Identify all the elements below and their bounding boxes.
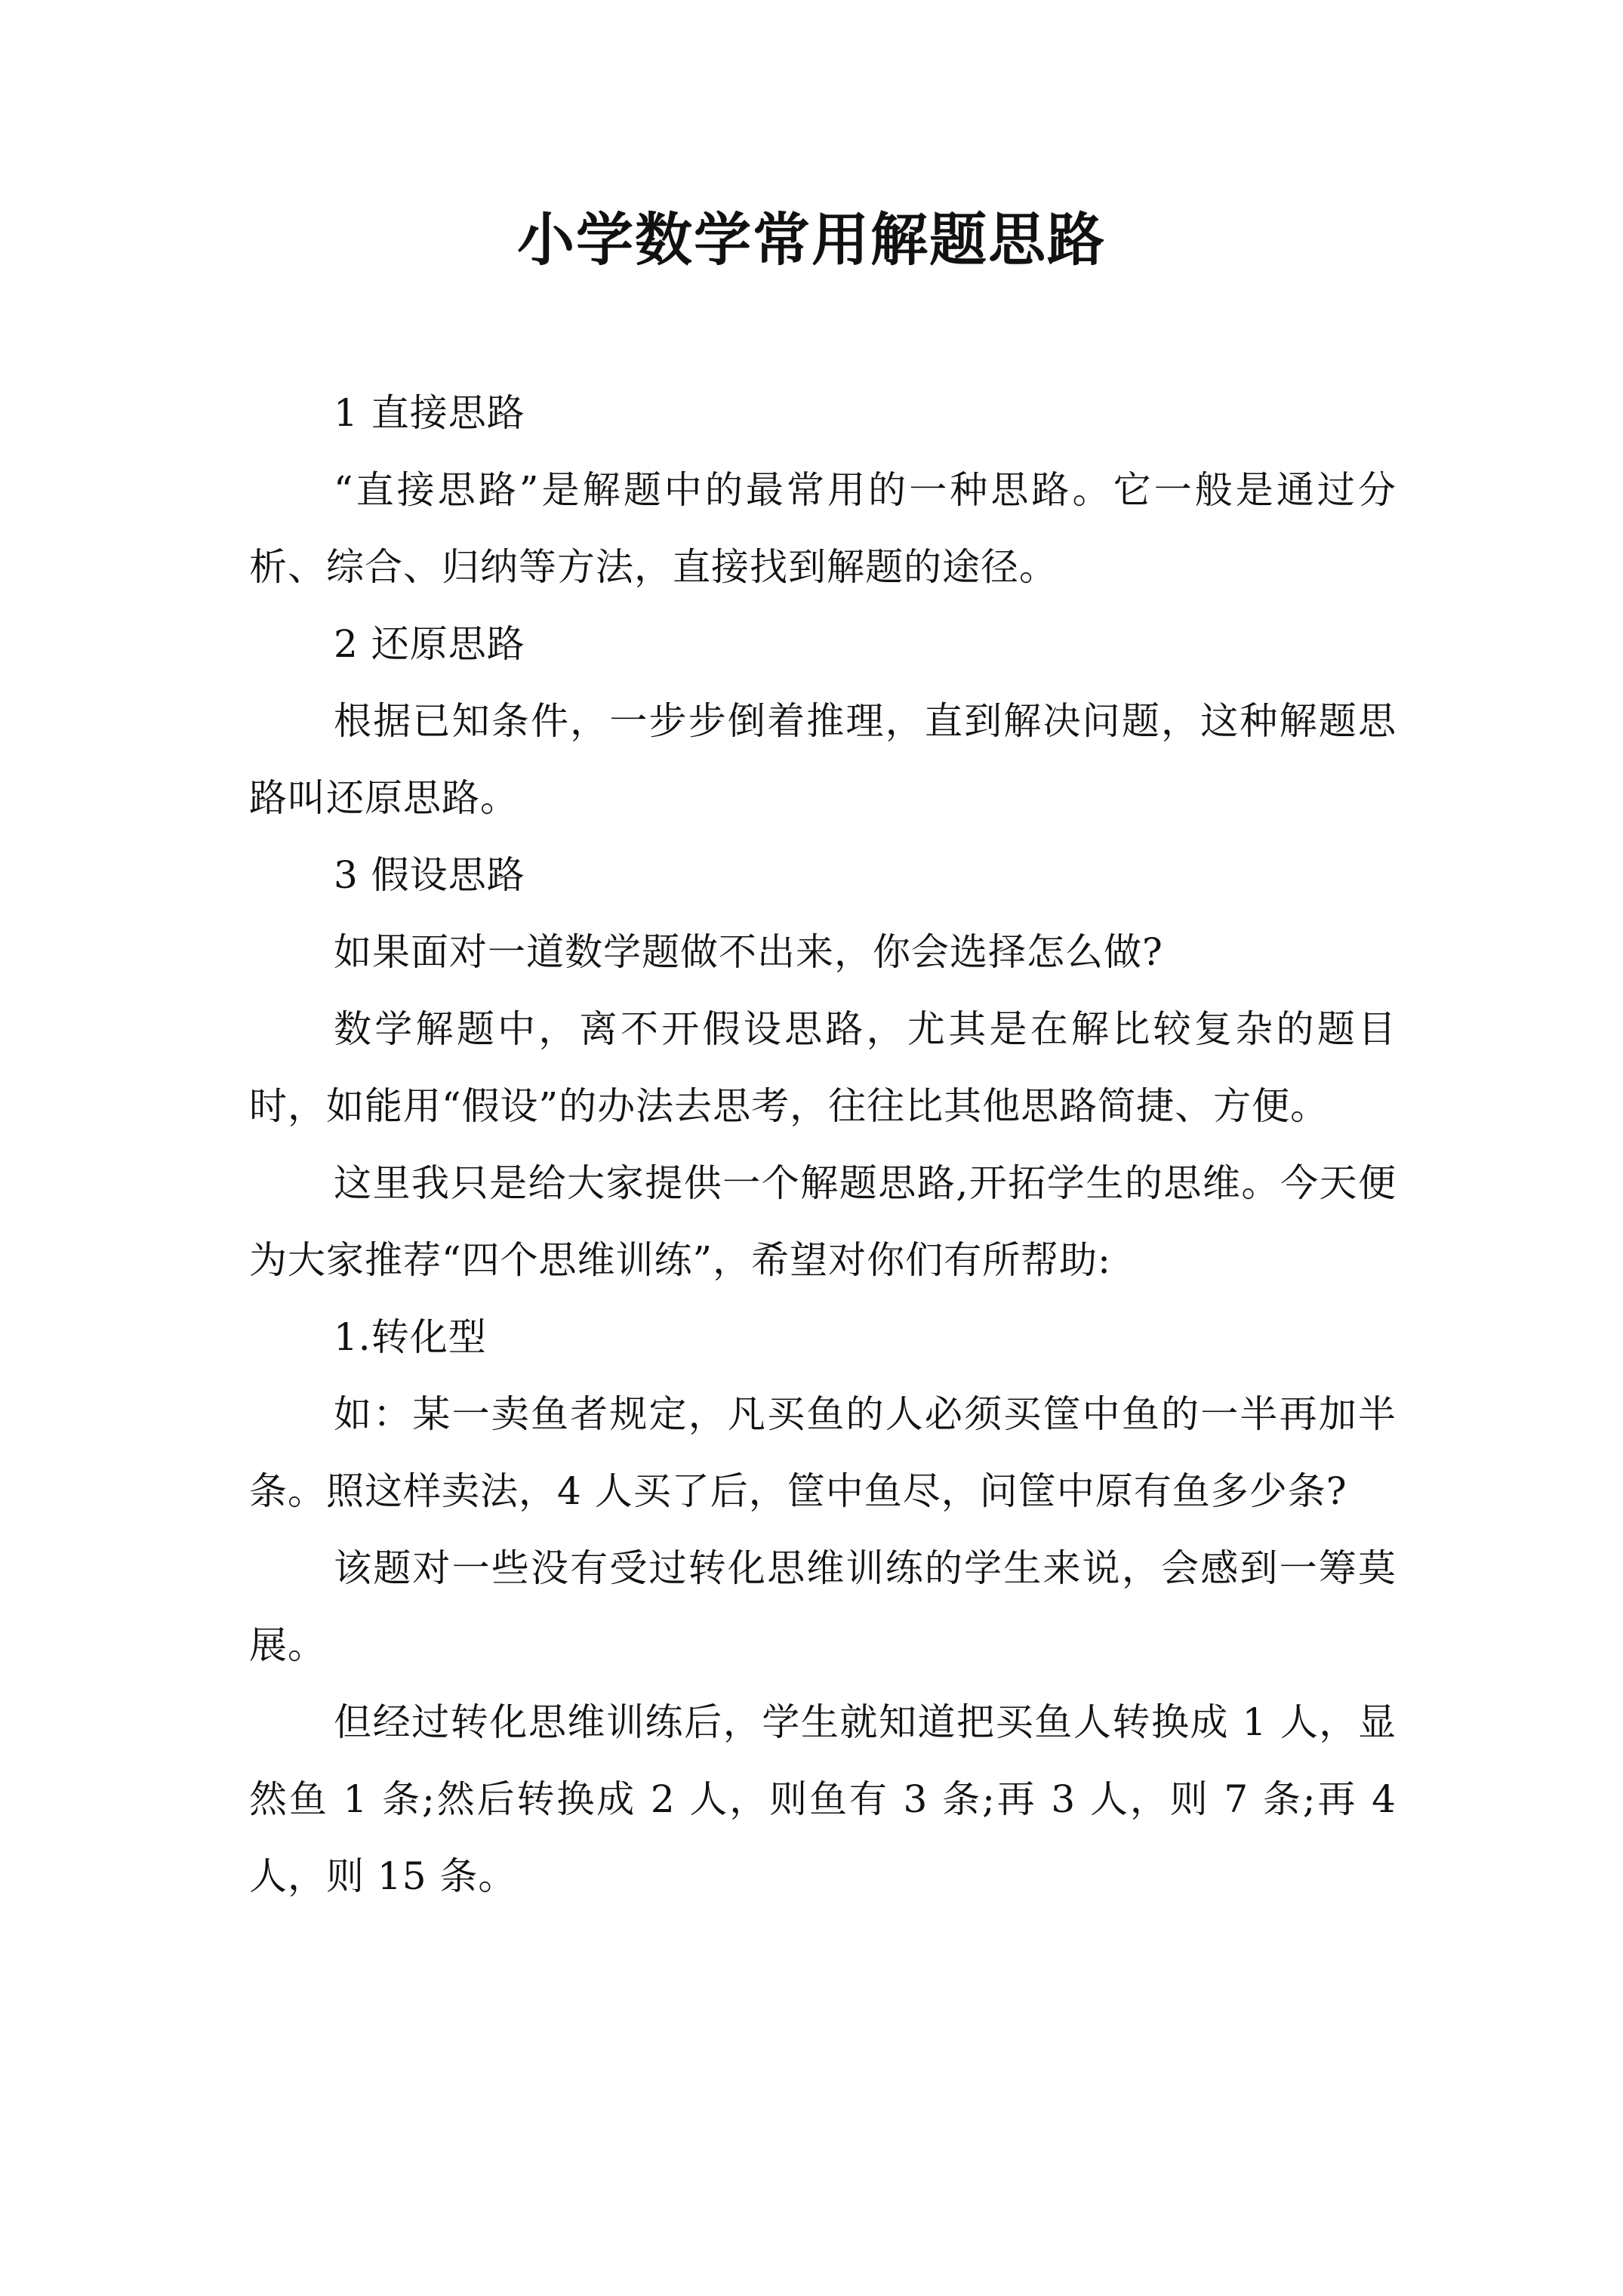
paragraph: 但经过转化思维训练后，学生就知道把买鱼人转换成 1 人，显然鱼 1 条;然后转换成 2 人，则鱼有 3 条;再 3 人，则 7 条;再 4 人，则 15 条。 [249, 1700, 1397, 1898]
heading-direct-thinking: 1 直接思路 [334, 391, 525, 435]
heading-assume-thinking: 3 假设思路 [334, 853, 525, 897]
paragraph: 如：某一卖鱼者规定，凡买鱼的人必须买筐中鱼的一半再加半条。照这样卖法，4 人买了后，筐中鱼尽，问筐中原有鱼多少条? [249, 1392, 1397, 1513]
page-title: 小学数学常用解题思路 [517, 206, 1106, 273]
paragraph: 数学解题中，离不开假设思路，尤其是在解比较复杂的题目时，如能用“假设”的办法去思考，往往比其他思路简捷、方便。 [249, 1007, 1397, 1128]
paragraph: 这里我只是给大家提供一个解题思路,开拓学生的思维。今天便为大家推荐“四个思维训练”，希望对你们有所帮助: [249, 1161, 1397, 1282]
heading-transform-type: 1.转化型 [334, 1315, 487, 1359]
heading-restore-thinking: 2 还原思路 [334, 622, 525, 666]
document-body [249, 374, 1397, 1915]
paragraph: 如果面对一道数学题做不出来，你会选择怎么做? [334, 930, 1163, 974]
paragraph: 该题对一些没有受过转化思维训练的学生来说，会感到一筹莫展。 [249, 1546, 1397, 1667]
paragraph: 根据已知条件，一步步倒着推理，直到解决问题，这种解题思路叫还原思路。 [249, 699, 1397, 820]
paragraph: “直接思路”是解题中的最常用的一种思路。它一般是通过分析、综合、归纳等方法，直接找到解题的途径。 [249, 468, 1397, 589]
